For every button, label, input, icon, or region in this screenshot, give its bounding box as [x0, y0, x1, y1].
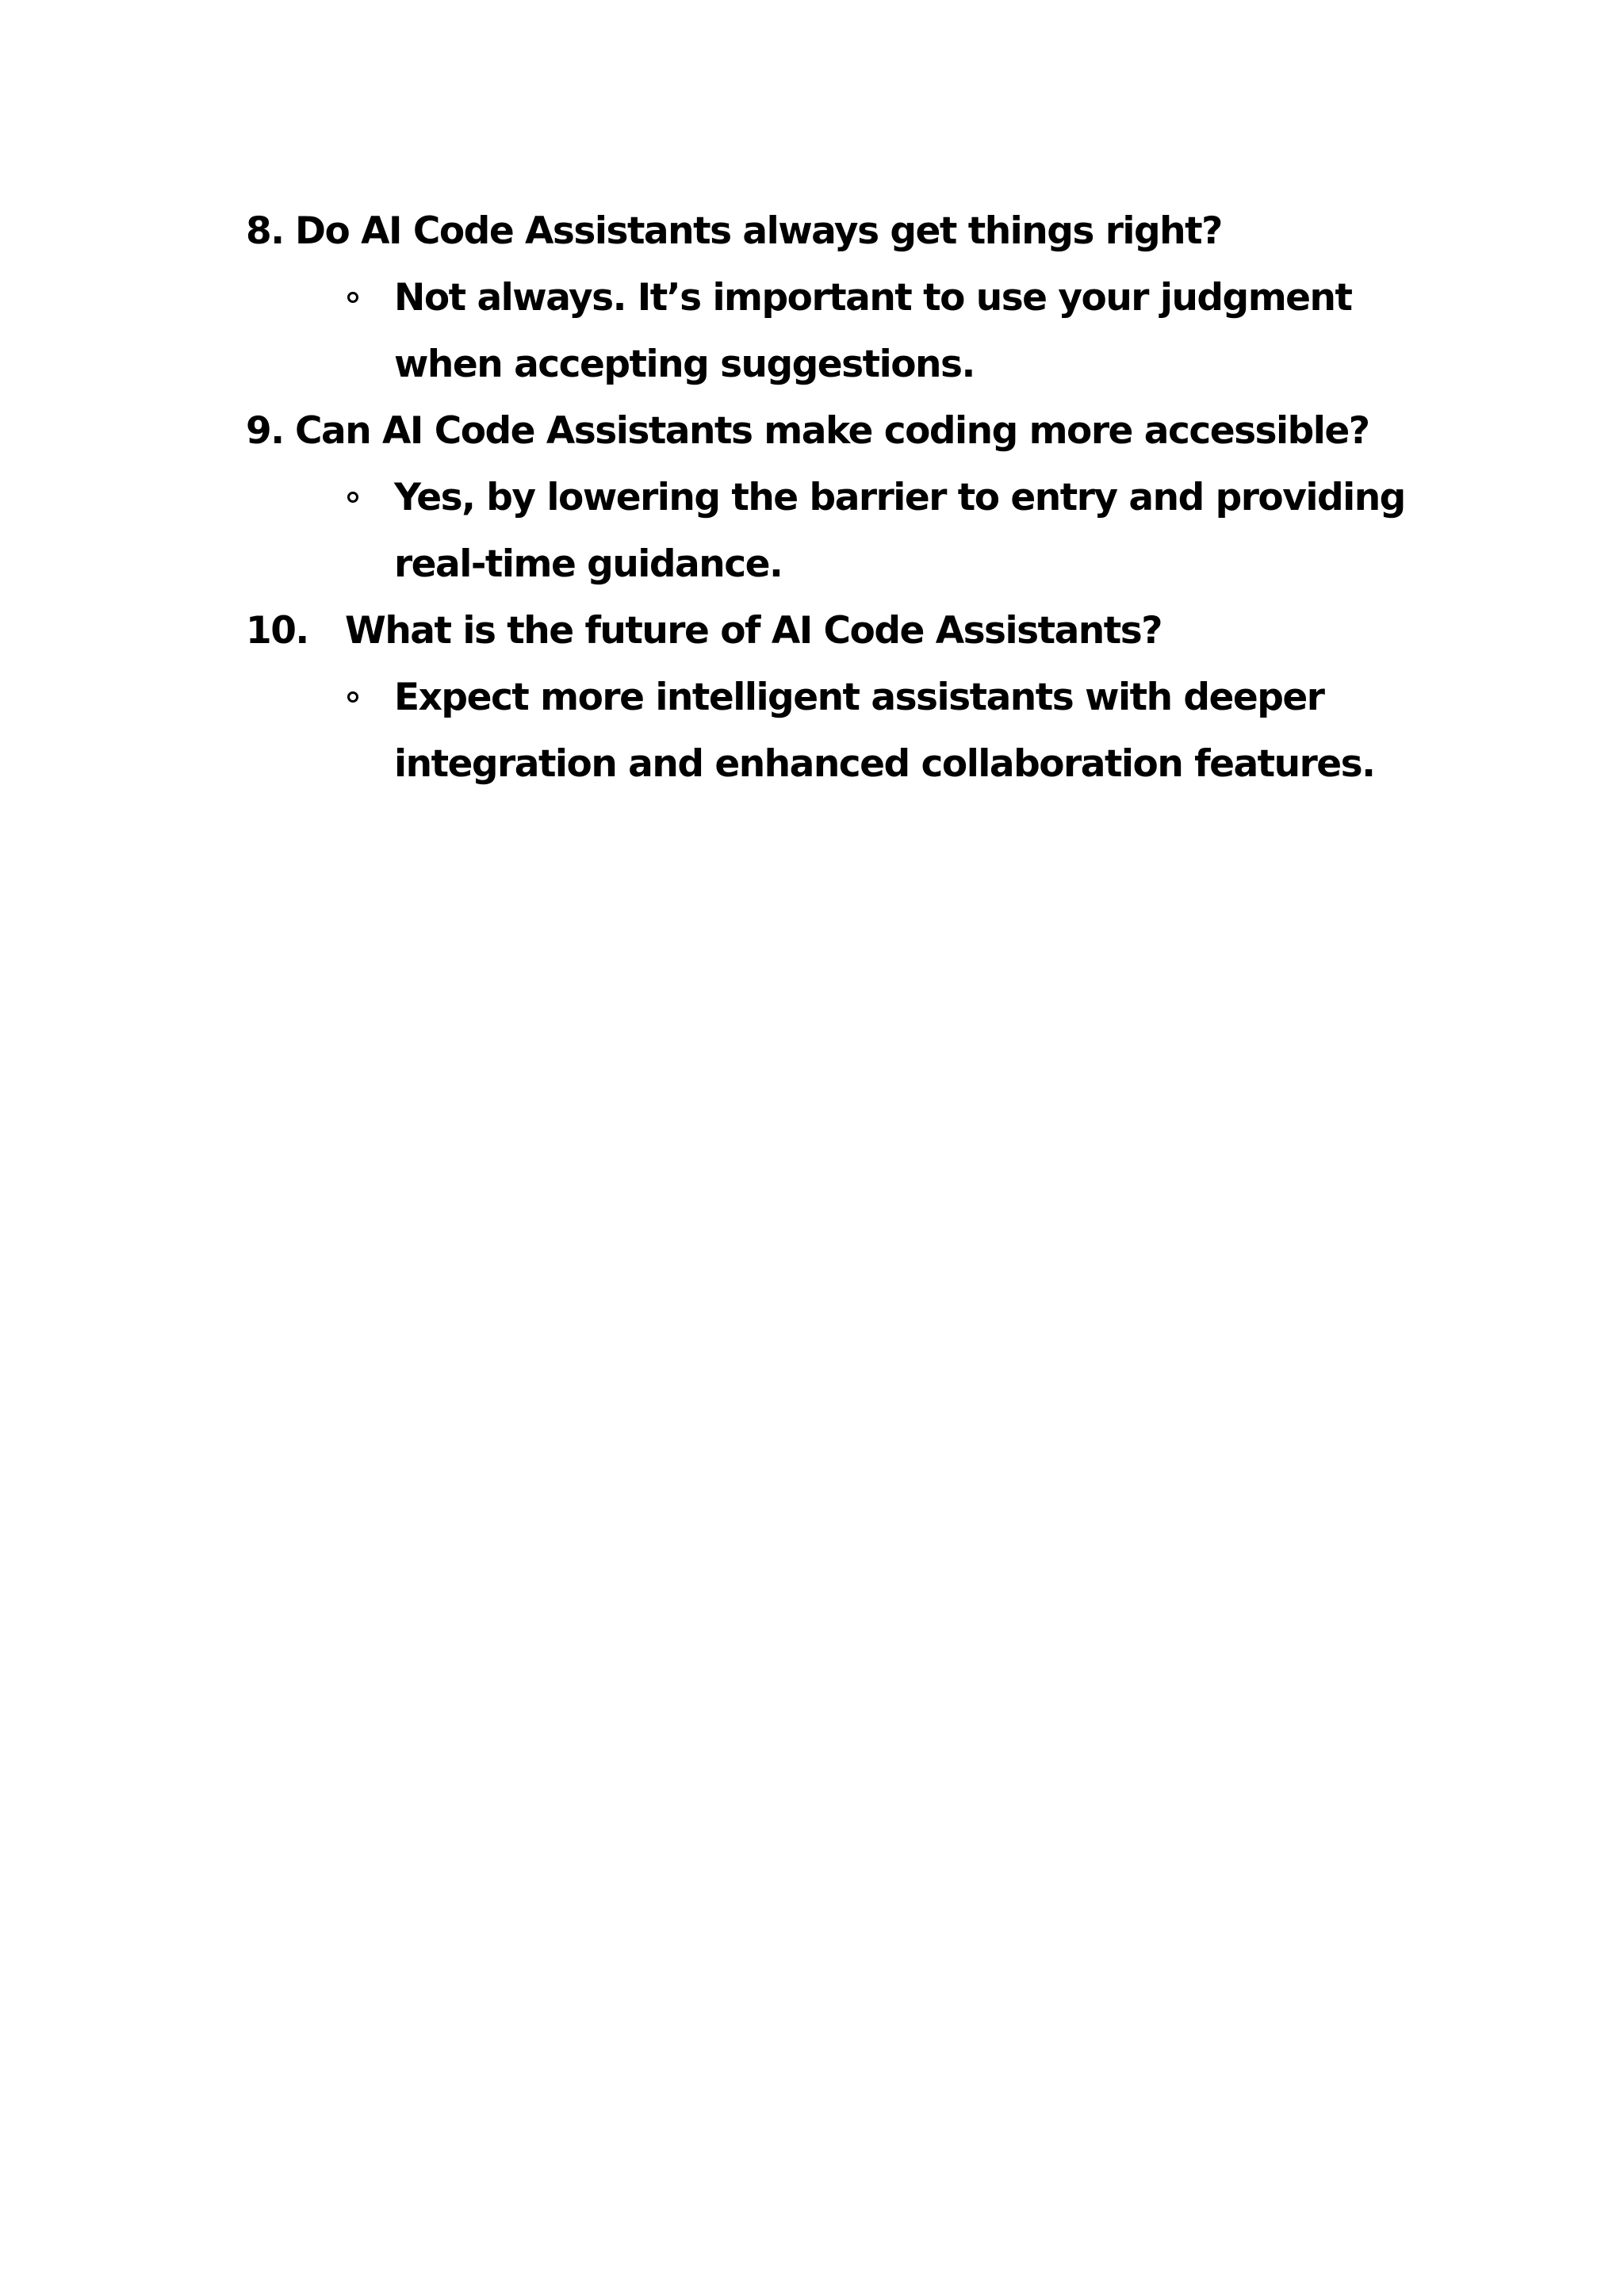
question-number: 8.	[246, 209, 284, 253]
hollow-circle-bullet-icon	[347, 292, 358, 303]
question-text: Do AI Code Assistants always get things right?	[295, 209, 1222, 253]
answer-item	[246, 465, 1409, 598]
faq-list	[246, 198, 1405, 798]
answer-list	[246, 465, 1405, 598]
question-line	[246, 598, 1396, 664]
question-line	[246, 398, 1396, 465]
answer-list	[246, 265, 1396, 398]
faq-item-8	[246, 198, 1396, 398]
answer-text: Expect more intelligent assistants with deeper integration and enhanced collaboration features.	[394, 676, 1375, 786]
question-text: What is the future of AI Code Assistants?	[345, 609, 1162, 653]
answer-list	[246, 664, 1396, 798]
faq-item-10	[246, 598, 1396, 798]
faq-item-9	[246, 398, 1405, 598]
question-text: Can AI Code Assistants make coding more accessible?	[295, 409, 1369, 453]
answer-item	[246, 265, 1409, 398]
answer-item	[246, 664, 1409, 798]
hollow-circle-bullet-icon	[347, 492, 358, 503]
hollow-circle-bullet-icon	[347, 691, 358, 703]
answer-text: Not always. It’s important to use your judgment when accepting suggestions.	[394, 276, 1352, 386]
answer-text: Yes, by lowering the barrier to entry and providing real-time guidance.	[394, 476, 1405, 586]
question-number: 10.	[246, 609, 308, 653]
question-line	[246, 198, 1396, 265]
question-number: 9.	[246, 409, 284, 453]
